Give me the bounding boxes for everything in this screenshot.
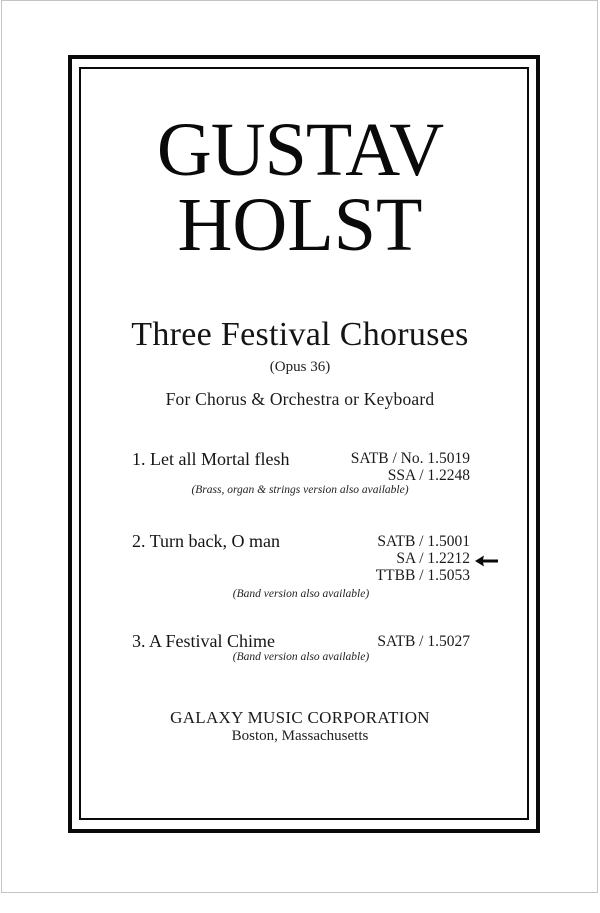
- publisher-city: Boston, Massachusetts: [231, 728, 369, 744]
- item-note: (Band version also available): [232, 588, 370, 600]
- item-title: 1. Let all Mortal flesh: [132, 449, 290, 469]
- opus-number: (Opus 36): [269, 359, 331, 375]
- scoring-description: For Chorus & Orchestra or Keyboard: [165, 389, 435, 409]
- edition-line: TTBB / 1.5053: [375, 567, 470, 584]
- item-note: (Band version also available): [232, 651, 370, 663]
- item-title: 3. A Festival Chime: [132, 631, 276, 651]
- item-note: (Brass, organ & strings version also available): [191, 484, 409, 496]
- composer-first-name: GUSTAV: [156, 108, 444, 192]
- item-title: 2. Turn back, O man: [132, 531, 280, 551]
- work-title: Three Festival Choruses: [131, 316, 469, 353]
- edition-line: SATB / No. 1.5019: [350, 450, 470, 467]
- edition-line: SATB / 1.5001: [377, 533, 470, 550]
- item-editions: [376, 533, 470, 584]
- composer-last-name: HOLST: [177, 183, 423, 267]
- edition-line: SSA / 1.2248: [387, 467, 470, 484]
- item-editions: [377, 633, 470, 650]
- edition-line: SATB / 1.5027: [377, 633, 470, 650]
- left-arrow-icon: [475, 555, 498, 567]
- edition-line-highlighted: SA / 1.2212: [396, 550, 470, 567]
- item-editions: [351, 450, 470, 484]
- publisher-name: GALAXY MUSIC CORPORATION: [170, 708, 430, 727]
